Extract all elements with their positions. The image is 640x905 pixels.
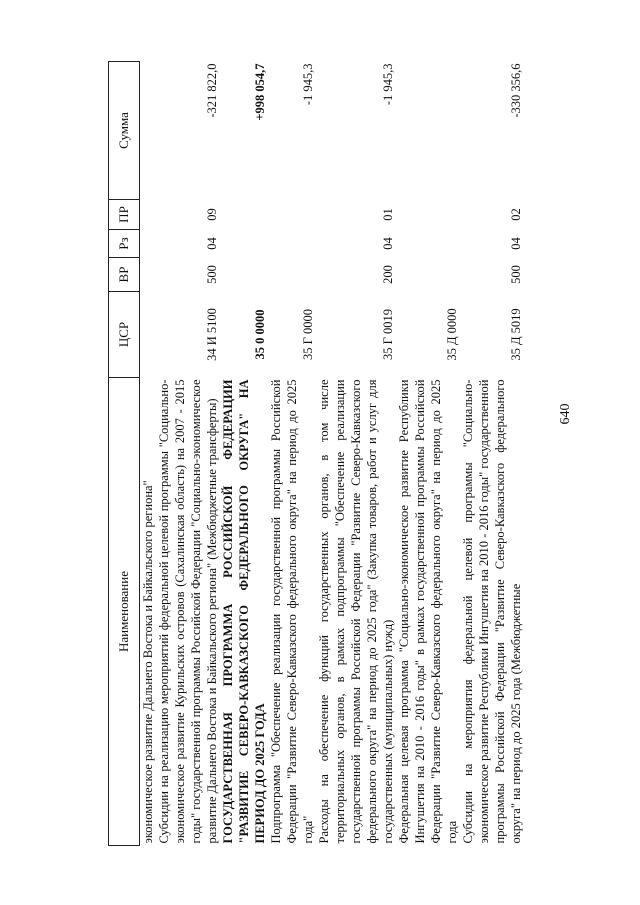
row-csr: 35 0 0000 — [253, 309, 267, 360]
row-pr — [220, 200, 268, 230]
row-pr: 02 — [509, 208, 523, 221]
row-csr: 35 Д 5019 — [509, 308, 523, 361]
row-pr: 01 — [381, 208, 395, 221]
row-name: Субсидии на мероприятия федеральной целевой программы "Социально-экономическое развитие Республики Ингушетия на 2010 - 2016 годы" государственной программы Российской Федерации "Развитие Северо-Кавказского федерального округа" на период до 2025 года (Межбюджетные — [461, 379, 523, 844]
budget-table — [108, 61, 524, 846]
row-name: Расходы на обеспечение функций государственных органов, в том числе территориальных органов, в рамках подпрограммы "Обеспечение реализации государственной программы Российской Федерации "Развитие Северо-Кавказского федерального округа" на период до 2025 года" (Закупка товаров, работ и услуг для государственных (муниципальных) нужд) — [317, 379, 395, 844]
row-csr: 35 Г 0019 — [381, 309, 395, 360]
column-header-sum: Сумма — [109, 62, 140, 200]
row-rz — [268, 230, 316, 258]
row-name: Подпрограмма "Обеспечение реализации государственной программы Российской Федерации "Развитие Северо-Кавказского федерального округа" на период до 2025 года" — [269, 379, 315, 844]
row-vr: 200 — [381, 265, 395, 284]
rotated-document-sheet — [108, 62, 608, 846]
row-rz: 04 — [205, 237, 219, 250]
table-row — [460, 62, 524, 846]
column-header-pr: ПР — [109, 200, 140, 230]
row-sum: +998 054,7 — [253, 63, 267, 121]
table-row — [220, 62, 268, 846]
row-name: Федеральная целевая программа "Социально-экономическое развитие Республики Ингушетия на 2010 - 2016 годы" в рамках государственной программы Российской Федерации "Развитие Северо-Кавказского федерального округа" на период до 2025 года — [397, 379, 459, 844]
table-row — [140, 62, 157, 846]
row-vr — [268, 258, 316, 292]
table-row — [268, 62, 316, 846]
row-pr — [396, 200, 460, 230]
row-csr — [140, 292, 157, 378]
row-sum: -1 945,3 — [301, 63, 315, 106]
page-number: 640 — [558, 403, 573, 425]
table-header-row — [109, 62, 140, 846]
row-sum — [140, 62, 157, 200]
table-row — [316, 62, 396, 846]
row-vr: 500 — [205, 265, 219, 284]
row-csr: 34 И 5100 — [205, 308, 219, 361]
row-pr — [268, 200, 316, 230]
row-vr — [396, 258, 460, 292]
row-vr — [220, 258, 268, 292]
row-pr: 09 — [205, 208, 219, 221]
row-rz — [220, 230, 268, 258]
row-csr: 35 Г 0000 — [301, 309, 315, 360]
table-row — [396, 62, 460, 846]
row-sum: -330 356,6 — [509, 63, 523, 118]
row-vr: 500 — [509, 265, 523, 284]
table-row — [156, 62, 220, 846]
row-pr — [140, 200, 157, 230]
row-sum: -321 822,0 — [205, 63, 219, 118]
column-header-vr: ВР — [109, 258, 140, 292]
row-name: экономическое развитие Дальнего Востока и Байкальского региона" — [141, 480, 155, 844]
column-header-rz: Рз — [109, 230, 140, 258]
row-rz: 04 — [381, 237, 395, 250]
row-sum: -1 945,3 — [381, 63, 395, 106]
row-name: Субсидии на реализацию мероприятий федеральной целевой программы "Социально-экономическое развитие Курильских островов (Сахалинская область) на 2007 - 2015 годы" государственной программы Российской Федерации "Социально-экономическое развитие Дальнего Востока и Байкальского региона" (Межбюджетные трансферты) — [157, 379, 219, 844]
row-name: ГОСУДАРСТВЕННАЯ ПРОГРАММА РОССИЙСКОЙ ФЕДЕРАЦИИ "РАЗВИТИЕ СЕВЕРО-КАВКАЗСКОГО ФЕДЕРАЛЬНОГО ОКРУГА" НА ПЕРИОД ДО 2025 ГОДА — [221, 379, 267, 844]
column-header-name: Наименование — [109, 378, 140, 846]
column-header-csr: ЦСР — [109, 292, 140, 378]
row-rz: 04 — [509, 237, 523, 250]
row-rz — [396, 230, 460, 258]
row-vr — [140, 258, 157, 292]
row-csr: 35 Д 0000 — [445, 308, 459, 361]
row-sum — [396, 62, 460, 200]
row-rz — [140, 230, 157, 258]
